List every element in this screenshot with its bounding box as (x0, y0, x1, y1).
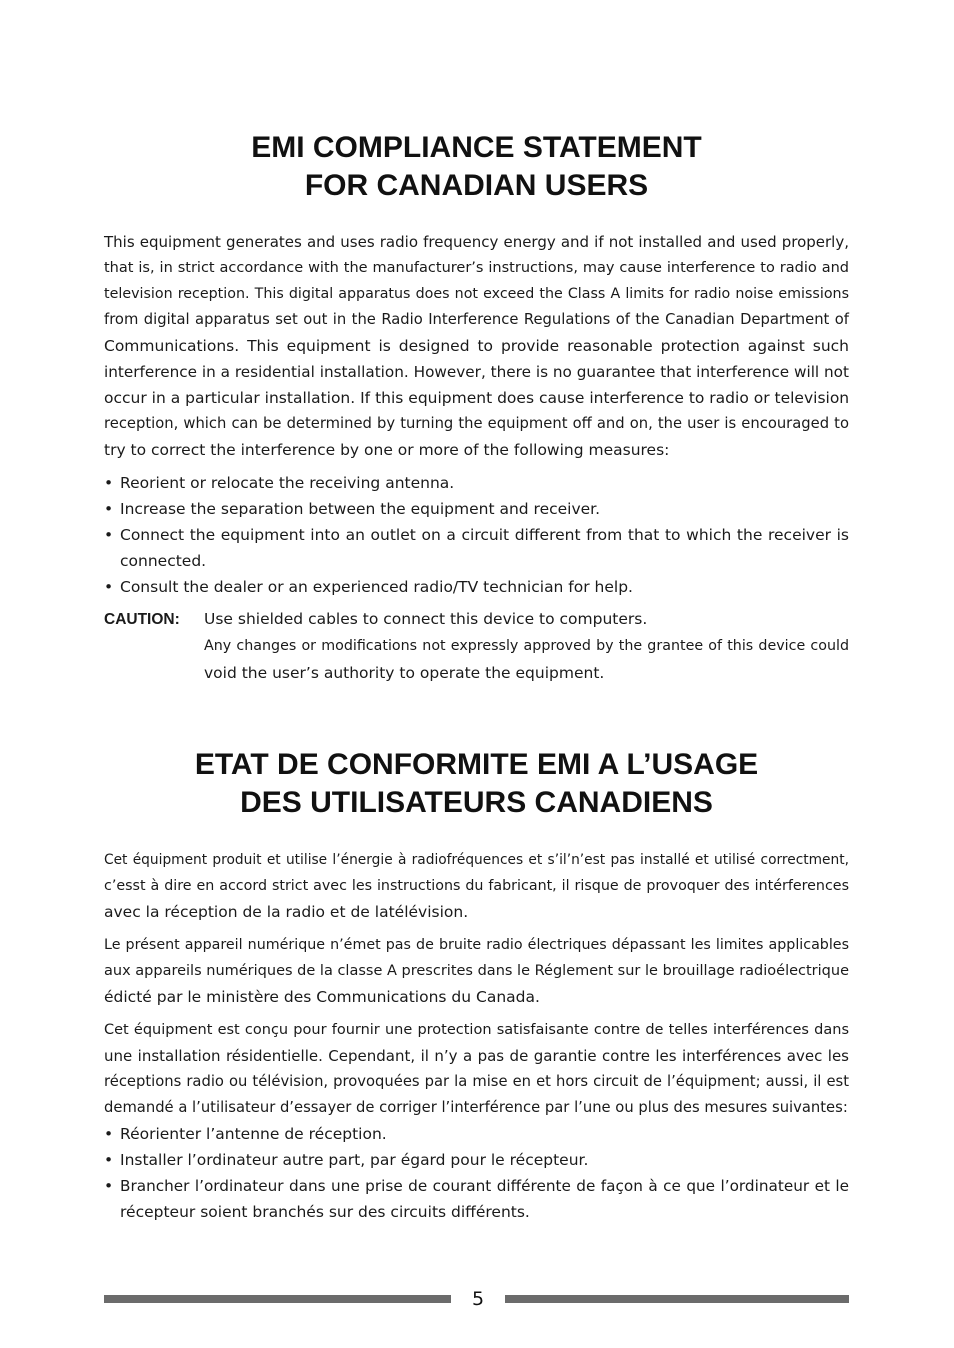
list-item-text: Connect the equipment into an outlet on a circuit different from that to which the receiver is (120, 526, 849, 544)
bullet-icon: • (104, 526, 114, 544)
list-item (104, 574, 849, 600)
english-title (104, 129, 849, 205)
english-measures-list (104, 470, 849, 600)
list-item-text: récepteur soient branchés sur des circuits différents. (120, 1203, 530, 1221)
list-item-text: Consult the dealer or an experienced radio/TV technician for help. (120, 578, 633, 596)
english-intro-line: reception, which can be determined by turning the equipment off and on, the user is encouraged to (104, 415, 849, 432)
french-para3-line: réceptions radio ou télévision, provoquées par la mise en et hors circuit de l’équipment; aussi, il est (104, 1073, 849, 1090)
english-title-line-1: EMI COMPLIANCE STATEMENT (251, 131, 702, 164)
french-para3-line: une installation résidentielle. Cependant, il n’y a pas de garantie contre les interférences avec les (104, 1047, 849, 1065)
english-intro-line: that is, in strict accordance with the manufacturer’s instructions, may cause interference to radio and (104, 260, 849, 276)
french-para3-line: Cet équipment est conçu pour fournir une protection satisfaisante contre de telles interférences dans (104, 1022, 849, 1038)
list-item-text: connected. (120, 552, 207, 570)
list-item (104, 470, 849, 496)
french-paragraph-2 (104, 932, 849, 1010)
french-title (104, 746, 849, 822)
english-intro-line: television reception. This digital apparatus does not exceed the Class A limits for radio noise emissions (104, 286, 849, 302)
caution-line: void the user’s authority to operate the equipment. (204, 664, 605, 682)
list-item (104, 1173, 849, 1225)
english-title-line-2: FOR CANADIAN USERS (304, 169, 649, 202)
english-intro-line: try to correct the interference by one or more of the following measures: (104, 441, 670, 459)
list-item (104, 1147, 849, 1173)
french-para2-line: Le présent appareil numérique n’émet pas de bruite radio électriques dépassant les limites applicables (104, 937, 849, 953)
caution-label: CAUTION: (104, 611, 180, 628)
list-item-text: Réorienter l’antenne de réception. (120, 1125, 387, 1143)
english-intro-line: from digital apparatus set out in the Radio Interference Regulations of the Canadian Department of (104, 311, 849, 328)
french-paragraph-1 (104, 847, 849, 925)
bullet-icon: • (104, 1151, 114, 1169)
page-footer (104, 1284, 849, 1314)
french-title-line-2: DES UTILISATEURS CANADIENS (240, 786, 713, 819)
english-intro-line: interference in a residential installation. However, there is no guarantee that interference will not (104, 363, 849, 381)
footer-rule-right (505, 1295, 849, 1303)
french-para2-line: aux appareils numériques de la classe A prescrites dans le Réglement sur le brouillage radioélectrique (104, 963, 849, 979)
list-item (104, 1121, 849, 1147)
bullet-icon: • (104, 474, 114, 492)
list-item (104, 522, 849, 574)
caution-text (204, 606, 849, 687)
bullet-icon: • (104, 1177, 114, 1195)
bullet-icon: • (104, 500, 114, 518)
french-para1-line: avec la réception de la radio et de latélévision. (104, 903, 469, 921)
french-para1-line: c’esst à dire en accord strict avec les instructions du fabricant, il risque de provoquer des intérferences (104, 878, 849, 894)
bullet-icon: • (104, 578, 114, 596)
caution-line: Any changes or modifications not expressly approved by the grantee of this device could (204, 638, 849, 654)
french-paragraph-3 (104, 1017, 849, 1121)
list-item-text: Increase the separation between the equipment and receiver. (120, 500, 601, 518)
english-intro-paragraph (104, 229, 849, 463)
list-item-text: Brancher l’ordinateur dans une prise de courant différente de façon à ce que l’ordinateur et le (120, 1177, 849, 1195)
caution-line: Use shielded cables to connect this device to computers. (204, 610, 648, 628)
english-intro-line: This equipment generates and uses radio frequency energy and if not installed and used properly, (104, 233, 849, 251)
list-item-text: Reorient or relocate the receiving antenna. (120, 474, 455, 492)
french-para2-line: édicté par le ministère des Communications du Canada. (104, 988, 540, 1006)
footer-rule-left (104, 1295, 451, 1303)
french-para3-line: demandé a l’utilisateur d’essayer de corriger l’interférence par l’une ou plus des mesures suivantes: (104, 1099, 848, 1116)
bullet-icon: • (104, 1125, 114, 1143)
english-intro-line: occur in a particular installation. If this equipment does cause interference to radio or television (104, 389, 850, 407)
list-item-text: Installer l’ordinateur autre part, par égard pour le récepteur. (120, 1151, 589, 1169)
english-intro-line: Communications. This equipment is designed to provide reasonable protection against such (104, 337, 849, 355)
page-number: 5 (471, 1288, 485, 1310)
french-para1-line: Cet équipment produit et utilise l’énergie à radiofréquences et s’il’n’est pas installé et utilisé correctment, (104, 852, 849, 868)
french-measures-list (104, 1121, 849, 1225)
list-item (104, 496, 849, 522)
french-title-line-1: ETAT DE CONFORMITE EMI A L’USAGE (194, 748, 759, 781)
